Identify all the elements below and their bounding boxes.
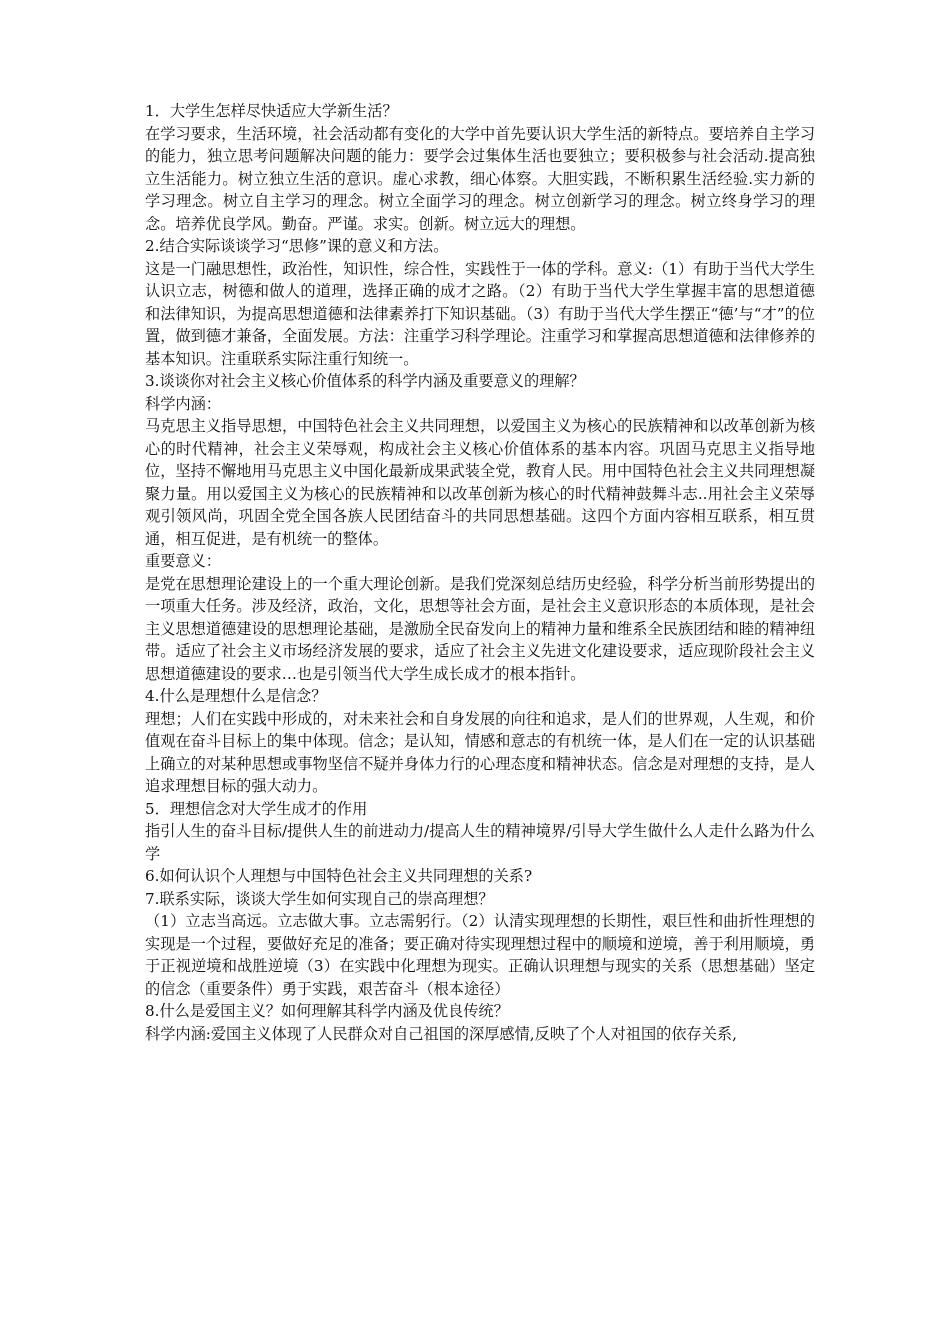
answer-2: 这是一门融思想性，政治性，知识性，综合性，实践性于一体的学科。意义:（1）有助于当代大学生认识立志，树德和做人的道理，选择正确的成才之路。（2）有助于当代大学生掌握丰富的思想道德和法律知识，为提高思想道德和法律素养打下知识基础。（3）有助于当代大学生摆正“德’与“才”的位置，做到德才兼备，全面发展。方法：注重学习科学理论。注重学习和掌握高思想道德和法律修养的基本知识。注重联系实际注重行知统一。 bbox=[145, 259, 815, 368]
answer-3-heading-significance: 重要意义： bbox=[145, 552, 221, 570]
answer-5: 指引人生的奋斗目标/提供人生的前进动力/提高人生的精神境界/引导大学生做什么人走什么路为什么学 bbox=[145, 822, 815, 863]
answer-7: （1）立志当高远。立志做大事。立志需躬行。（2）认清实现理想的长期性，艰巨性和曲折性理想的实现是一个过程，要做好充足的准备；要正确对待实现理想过程中的顺境和逆境，善于利用顺境，勇于正视逆境和战胜逆境（3）在实践中化理想为现实。正确认识理想与现实的关系（思想基础）坚定的信念（重要条件）勇于实践，艰苦奋斗（根本途径） bbox=[145, 912, 815, 998]
answer-8: 科学内涵:爱国主义体现了人民群众对自己祖国的深厚感情,反映了个人对祖国的依存关系, bbox=[145, 1024, 737, 1043]
question-5: 5．理想信念对大学生成才的作用 bbox=[145, 799, 368, 818]
answer-1: 在学习要求，生活环境，社会活动都有变化的大学中首先要认识大学生活的新特点。要培养自主学习的能力，独立思考问题解决问题的能力：要学会过集体生活也要独立；要积极参与社会活动.提高独立生活能力。树立独立生活的意识。虚心求教，细心体察。大胆实践，不断积累生活经验.实力新的学习理念。树立自主学习的理念。树立全面学习的理念。树立创新学习的理念。树立终身学习的理念。培养优良学风。勤奋。严谨。求实。创新。树立远大的理想。 bbox=[145, 124, 815, 233]
question-8: 8.什么是爱国主义？如何理解其科学内涵及优良传统？ bbox=[145, 1002, 509, 1020]
question-2: 2.结合实际谈谈学习“思修”课的意义和方法。 bbox=[145, 237, 449, 255]
answer-3-significance: 是党在思想理论建设上的一个重大理论创新。是我们党深刻总结历史经验，科学分析当前形势提出的一项重大任务。涉及经济，政治，文化，思想等社会方面，是社会主义意识形态的本质体现，是社会主义思想道德建设的思想理论基础，是激励全民奋发向上的精神力量和维系全民族团结和睦的精神纽带。适应了社会主义市场经济发展的要求，适应了社会主义先进文化建设要求，适应现阶段社会主义思想道德建设的要求…也是引领当代大学生成长成才的根本指针。 bbox=[145, 574, 815, 683]
question-1: 1．大学生怎样尽快适应大学新生活？ bbox=[145, 102, 398, 120]
question-6: 6.如何认识个人理想与中国特色社会主义共同理想的关系? bbox=[145, 867, 533, 885]
answer-4: 理想；人们在实践中形成的，对未来社会和自身发展的向往和追求，是人们的世界观，人生观，和价值观在奋斗目标上的集中体现。信念；是认知，情感和意志的有机统一体，是人们在一定的认识基础上确立的对某种思想或事物坚信不疑并身体力行的心理态度和精神状态。信念是对理想的支持，是人追求理想目标的强大动力。 bbox=[145, 709, 815, 795]
answer-3-connotation: 马克思主义指导思想，中国特色社会主义共同理想，以爱国主义为核心的民族精神和以改革创新为核心的时代精神，社会主义荣辱观，构成社会主义核心价值体系的基本内容。巩固马克思主义指导地位，坚持不懈地用马克思主义中国化最新成果武装全党，教育人民。用中国特色社会主义共同理想凝聚力量。用以爱国主义为核心的民族精神和以改革创新为核心的时代精神鼓舞斗志..用社会主义荣辱观引领风尚，巩固全党全国各族人民团结奋斗的共同思想基础。这四个方面内容相互联系，相互贯通，相互促进，是有机统一的整体。 bbox=[145, 417, 815, 548]
question-3: 3.谈谈你对社会主义核心价值体系的科学内涵及重要意义的理解？ bbox=[145, 372, 585, 390]
answer-3-heading-connotation: 科学内涵： bbox=[145, 394, 221, 413]
document-page bbox=[145, 100, 815, 1045]
question-4: 4.什么是理想什么是信念？ bbox=[145, 687, 327, 705]
question-7: 7.联系实际，谈谈大学生如何实现自己的崇高理想？ bbox=[145, 889, 494, 908]
